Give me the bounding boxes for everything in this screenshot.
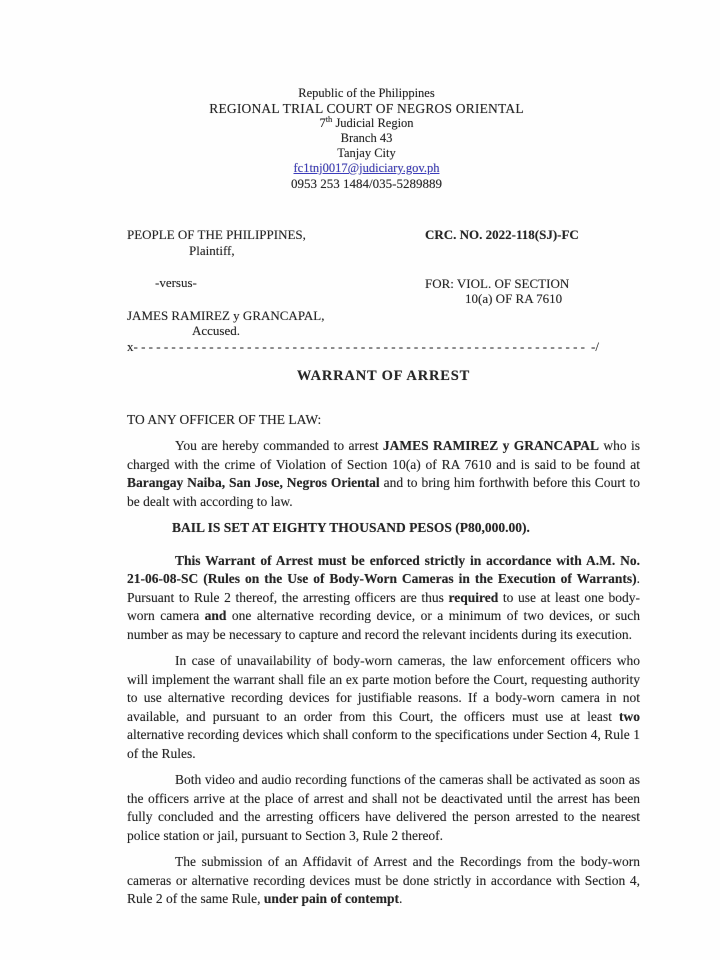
caption-case-column [425, 227, 640, 339]
court-email-link[interactable]: fc1tnj0017@judiciary.gov.ph [293, 161, 440, 175]
caption-rule [127, 339, 599, 354]
versus-label: -versus- [155, 275, 197, 290]
region-rest: Judicial Region [332, 116, 414, 130]
plaintiff-role: Plaintiff, [189, 242, 235, 258]
caption-rule-start: x [127, 338, 134, 354]
paragraph-recording-activation: Both video and audio recording functions of the cameras shall be activated as soon as the officers arrive at the place of arrest and shall not be deactivated until the arrest has been fully concluded and the arresting officers have delivered the person arrested to the nearest police station or jail, pursuant to Section 3, Rule 2 thereof. [127, 772, 640, 843]
region-ordinal: th [325, 113, 333, 124]
caption-parties-column [127, 227, 425, 339]
paragraph-arrest-command: You are hereby commanded to arrest JAMES RAMIREZ y GRANCAPAL who is charged with the crime of Violation of Section 10(a) of RA 7610 and is said to be found at Barangay Naiba, San Jose, Negros Oriental and to bring him forthwith before this Court to be dealt with according to law. [127, 438, 640, 509]
accused-role: Accused. [192, 323, 241, 338]
email-line [110, 161, 623, 176]
accused-name: JAMES RAMIREZ y GRANCAPAL, [127, 307, 325, 323]
branch-line: Branch 43 [340, 131, 393, 145]
city-line: Tanjay City [337, 146, 396, 160]
salutation-line: TO ANY OFFICER OF THE LAW: [127, 411, 322, 427]
case-number: CRC. NO. 2022-118(SJ)-FC [425, 227, 579, 242]
case-caption [127, 227, 640, 339]
republic-line: Republic of the Philippines [298, 86, 435, 100]
paragraph-bwc-unavailability: In case of unavailability of body-worn cameras, the law enforcement officers who will implement the warrant shall file an ex parte motion before the Court, requesting authority to use alternative recording devices for justifiable reasons. If a body-worn camera in not available, and pursuant to an order from this Court, the officers must use at least two alternative recording devices which shall conform to the specifications under Section 4, Rule 1 of the Rules. [127, 653, 640, 761]
judicial-region-line [110, 113, 623, 131]
charge-for-line: FOR: VIOL. OF SECTION [425, 275, 570, 291]
bail-amount-line: BAIL IS SET AT EIGHTY THOUSAND PESOS (P80,000.00). [172, 520, 530, 535]
caption-rule-dashes: - - - - - - - - - - - - - - - - - - - - - - - - - - - - - - - - - - - - - - - - - - - - - - - - - - - - - - - - - - - - [133, 338, 585, 354]
document-title: WARRANT OF ARREST [296, 367, 471, 384]
court-name: REGIONAL TRIAL COURT OF NEGROS ORIENTAL [209, 101, 524, 116]
plaintiff-name: PEOPLE OF THE PHILIPPINES, [127, 227, 306, 242]
caption-rule-end: -/ [591, 338, 599, 354]
court-header [110, 86, 623, 191]
charge-section-line: 10(a) OF RA 7610 [465, 291, 563, 306]
region-number: 7 [319, 116, 326, 130]
paragraph-affidavit-submission: The submission of an Affidavit of Arrest and the Recordings from the body-worn cameras or alternative recording devices must be done strictly in accordance with Section 4, Rule 2 of the same Rule, under pain of contempt. [127, 854, 640, 906]
paragraph-bwc-rules: This Warrant of Arrest must be enforced strictly in accordance with A.M. No. 21-06-08-SC (Rules on the Use of Body-Worn Cameras in the Execution of Warrants). Pursuant to Rule 2 thereof, the arresting officers are thus required to use at least one body-worn camera and one alternative recording device, or a minimum of two devices, or such number as may be necessary to capture and record the relevant incidents during its execution. [127, 552, 641, 642]
court-phone: 0953 253 1484/035-5289889 [291, 176, 442, 191]
